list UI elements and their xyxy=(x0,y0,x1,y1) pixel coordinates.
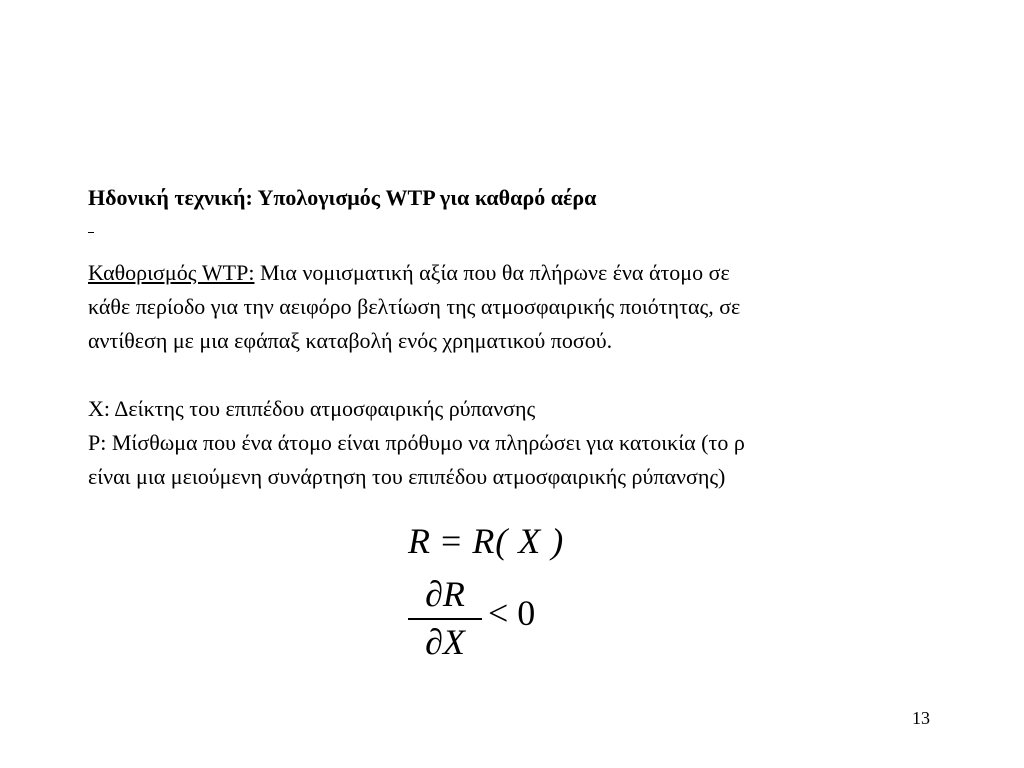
x-definition: Χ: Δείκτης του επιπέδου ατμοσφαιρικής ρύπανσης xyxy=(88,396,536,421)
p-definition-line-1: Ρ: Μίσθωμα που ένα άτομο είναι πρόθυμο να πληρώσει για κατοικία (το ρ xyxy=(88,430,745,455)
definition-paragraph xyxy=(88,256,968,358)
slide-title: Ηδονική τεχνική: Υπολογισμός WTP για καθαρό αέρα xyxy=(88,185,597,210)
definition-label: Καθορισμός WTP: xyxy=(88,260,255,285)
inequality-relation: < 0 xyxy=(488,593,536,633)
formula-rhs: R( X ) xyxy=(472,521,565,561)
definition-text-1: Μια νομισματική αξία που θα πλήρωνε ένα άτομο σε xyxy=(254,260,730,285)
definition-line-3: αντίθεση με μια εφάπαξ καταβολή ενός χρηματικού ποσού. xyxy=(88,328,613,353)
page-number: 13 xyxy=(912,708,930,728)
formula-lhs: R xyxy=(408,521,431,561)
fraction-numerator: ∂R xyxy=(425,574,465,614)
fraction-denominator: ∂X xyxy=(425,622,465,662)
p-definition-line-2: είναι μια μειούμενη συνάρτηση του επιπέδου ατμοσφαιρικής ρύπανσης) xyxy=(88,464,726,489)
definition-line-2: κάθε περίοδο για την αειφόρο βελτίωση της ατμοσφαιρικής ποιότητας, σε xyxy=(88,294,741,319)
fraction-bar xyxy=(408,618,482,620)
variables-paragraph xyxy=(88,392,968,494)
formula-equals: = xyxy=(431,521,473,561)
partial-derivative-fraction xyxy=(408,574,482,662)
formula-r-of-x xyxy=(408,520,564,562)
underline-mark xyxy=(88,232,94,233)
definition-line-1 xyxy=(88,256,968,290)
